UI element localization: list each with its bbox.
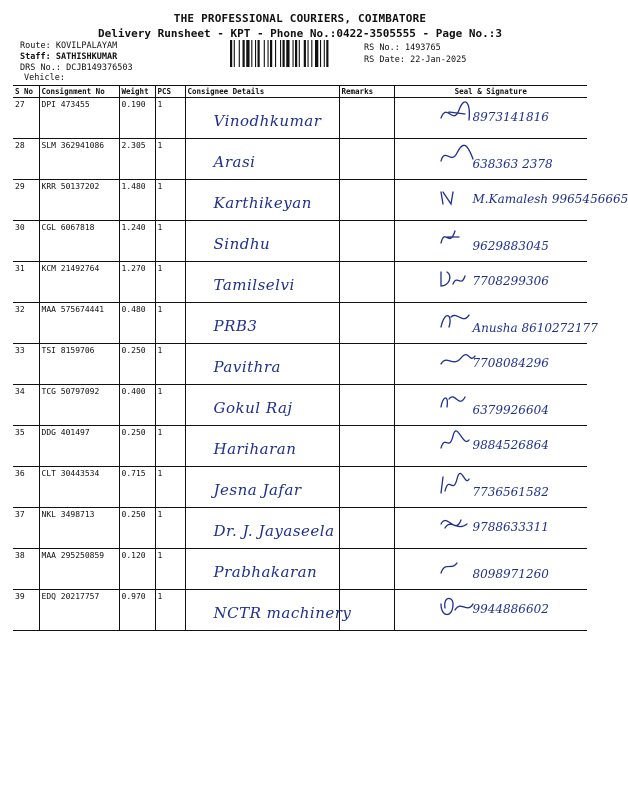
- consignee-handwriting: Dr. J. Jayaseela: [213, 522, 335, 540]
- table-row: [13, 549, 587, 590]
- runsheet-table: [13, 85, 628, 631]
- table-row: [13, 262, 587, 303]
- cell-weight: 0.970: [119, 590, 155, 631]
- cell-signature: [394, 98, 587, 139]
- cell-consignee: [185, 221, 339, 262]
- signature-scribble: [439, 182, 479, 212]
- consignee-handwriting: Tamilselvi: [213, 276, 295, 294]
- consignee-handwriting: Pavithra: [213, 358, 281, 376]
- cell-weight: 0.250: [119, 344, 155, 385]
- cell-weight: 1.240: [119, 221, 155, 262]
- cell-consignment: TCG 50797092: [39, 385, 119, 426]
- cell-remarks: [339, 508, 394, 549]
- cell-weight: 0.400: [119, 385, 155, 426]
- cell-consignee: [185, 98, 339, 139]
- cell-weight: 0.190: [119, 98, 155, 139]
- cell-consignment: SLM 362941086: [39, 139, 119, 180]
- table-row: [13, 221, 587, 262]
- cell-weight: 0.250: [119, 508, 155, 549]
- signature-scribble: [439, 305, 479, 335]
- table-row: [13, 508, 587, 549]
- col-seal-header: Seal & Signature: [394, 86, 587, 98]
- cell-remarks: [339, 467, 394, 508]
- table-row: [13, 467, 587, 508]
- cell-signature: [394, 221, 587, 262]
- signature-scribble: [439, 264, 479, 294]
- cell-sno: 31: [13, 262, 39, 303]
- rs-no-line: [364, 42, 466, 54]
- cell-signature: [394, 344, 587, 385]
- signature-scribble: [439, 469, 479, 499]
- consignee-handwriting: Jesna Jafar: [213, 481, 302, 499]
- cell-remarks: [339, 344, 394, 385]
- table-row: [13, 180, 587, 221]
- signature-scribble: [439, 551, 479, 581]
- cell-pcs: 1: [155, 98, 185, 139]
- cell-signature: [394, 303, 598, 344]
- signature-phone-handwriting: 8973141816: [472, 110, 549, 124]
- col-pcs-header: PCS: [155, 86, 185, 98]
- cell-remarks: [339, 385, 394, 426]
- cell-consignee: [185, 139, 339, 180]
- cell-consignment: CGL 6067818: [39, 221, 119, 262]
- route-label: Route:: [20, 41, 51, 51]
- cell-remarks: [339, 180, 394, 221]
- cell-sno: 35: [13, 426, 39, 467]
- cell-pcs: 1: [155, 262, 185, 303]
- cell-consignee: [185, 549, 339, 590]
- cell-remarks: [339, 590, 394, 631]
- cell-consignee: [185, 508, 339, 549]
- cell-pcs: 1: [155, 508, 185, 549]
- rs-date-label: RS Date:: [364, 55, 405, 65]
- cell-pcs: 1: [155, 549, 185, 590]
- signature-scribble: [439, 223, 479, 253]
- signature-phone-handwriting: 9629883045: [472, 239, 549, 253]
- staff-label: Staff:: [20, 52, 51, 62]
- cell-signature: [394, 590, 587, 631]
- cell-pcs: 1: [155, 303, 185, 344]
- cell-consignment: CLT 30443534: [39, 467, 119, 508]
- cell-consignment: MAA 575674441: [39, 303, 119, 344]
- rs-date-value: 22-Jan-2025: [410, 55, 467, 65]
- rs-no-label: RS No.:: [364, 43, 400, 53]
- drs-label: DRS No.:: [20, 63, 61, 73]
- signature-phone-handwriting: 8098971260: [472, 567, 549, 581]
- consignee-handwriting: Karthikeyan: [213, 194, 312, 212]
- barcode-image: [230, 40, 355, 67]
- drs-value: DCJB149376503: [66, 63, 133, 73]
- cell-pcs: 1: [155, 221, 185, 262]
- cell-sno: 37: [13, 508, 39, 549]
- cell-sno: 38: [13, 549, 39, 590]
- signature-phone-handwriting: Anusha 8610272177: [472, 321, 598, 335]
- signature-phone-handwriting: 7708084296: [472, 356, 549, 370]
- signature-scribble: [439, 141, 479, 171]
- cell-remarks: [339, 139, 394, 180]
- signature-phone-handwriting: 6379926604: [472, 403, 549, 417]
- table-body: [13, 98, 628, 631]
- cell-sno: 36: [13, 467, 39, 508]
- cell-signature: [394, 180, 628, 221]
- table-row: [13, 344, 587, 385]
- signature-scribble: [439, 387, 479, 417]
- cell-pcs: 1: [155, 467, 185, 508]
- signature-phone-handwriting: 638363 2378: [472, 157, 553, 171]
- company-title: THE PROFESSIONAL COURIERS, COIMBATORE: [173, 12, 427, 25]
- consignee-handwriting: Gokul Raj: [213, 399, 293, 417]
- signature-scribble: [439, 592, 479, 622]
- cell-weight: 0.480: [119, 303, 155, 344]
- rs-info: [364, 42, 466, 66]
- staff-line: [20, 52, 117, 62]
- cell-weight: 0.715: [119, 467, 155, 508]
- cell-pcs: 1: [155, 180, 185, 221]
- rs-no-value: 1493765: [404, 43, 441, 53]
- cell-consignment: EDQ 20217757: [39, 590, 119, 631]
- signature-scribble: [439, 346, 479, 376]
- cell-weight: 0.250: [119, 426, 155, 467]
- consignee-handwriting: Prabhakaran: [213, 563, 318, 581]
- cell-consignment: TSI 8159706: [39, 344, 119, 385]
- consignee-handwriting: Sindhu: [213, 235, 271, 253]
- cell-consignee: [185, 180, 339, 221]
- cell-signature: [394, 549, 587, 590]
- cell-weight: 1.270: [119, 262, 155, 303]
- cell-consignee: [185, 385, 339, 426]
- cell-pcs: 1: [155, 426, 185, 467]
- cell-consignee: [185, 262, 339, 303]
- cell-remarks: [339, 221, 394, 262]
- consignee-handwriting: Arasi: [213, 153, 256, 171]
- cell-sno: 28: [13, 139, 39, 180]
- cell-consignment: NKL 3498713: [39, 508, 119, 549]
- route-line: [20, 41, 117, 51]
- cell-consignee: [185, 344, 339, 385]
- cell-remarks: [339, 303, 394, 344]
- cell-pcs: 1: [155, 385, 185, 426]
- table-row: [13, 139, 587, 180]
- col-consignee-header: Consignee Details: [185, 86, 339, 98]
- cell-weight: 2.305: [119, 139, 155, 180]
- cell-remarks: [339, 262, 394, 303]
- cell-consignee: [185, 303, 339, 344]
- col-weight-header: Weight: [119, 86, 155, 98]
- cell-remarks: [339, 98, 394, 139]
- signature-phone-handwriting: M.Kamalesh 9965456665: [472, 192, 628, 206]
- cell-signature: [394, 139, 587, 180]
- cell-weight: 0.120: [119, 549, 155, 590]
- cell-consignee: [185, 590, 352, 631]
- table-row: [13, 590, 587, 631]
- cell-consignment: KRR 50137202: [39, 180, 119, 221]
- consignee-handwriting: NCTR machinery: [213, 604, 352, 622]
- col-remarks-header: Remarks: [339, 86, 394, 98]
- cell-sno: 32: [13, 303, 39, 344]
- consignee-handwriting: Hariharan: [213, 440, 297, 458]
- cell-consignment: DPI 473455: [39, 98, 119, 139]
- cell-signature: [394, 385, 587, 426]
- cell-weight: 1.480: [119, 180, 155, 221]
- cell-signature: [394, 426, 587, 467]
- cell-remarks: [339, 549, 394, 590]
- cell-signature: [394, 467, 587, 508]
- cell-consignee: [185, 426, 339, 467]
- col-sno-header: S No: [13, 86, 39, 98]
- table-row: [13, 303, 587, 344]
- cell-pcs: 1: [155, 344, 185, 385]
- signature-phone-handwriting: 7736561582: [472, 485, 549, 499]
- cell-remarks: [339, 426, 394, 467]
- consignee-handwriting: Vinodhkumar: [213, 112, 322, 130]
- rs-date-line: [364, 54, 466, 66]
- table-row: [13, 385, 587, 426]
- signature-scribble: [439, 100, 479, 130]
- cell-consignment: KCM 21492764: [39, 262, 119, 303]
- staff-value: SATHISHKUMAR: [55, 52, 118, 62]
- cell-sno: 34: [13, 385, 39, 426]
- vehicle-line: [24, 73, 65, 83]
- cell-sno: 27: [13, 98, 39, 139]
- table-row: [13, 98, 587, 139]
- signature-phone-handwriting: 9944886602: [472, 602, 549, 616]
- signature-phone-handwriting: 9788633311: [472, 520, 549, 534]
- cell-consignment: DDG 401497: [39, 426, 119, 467]
- consignee-handwriting: PRB3: [213, 317, 258, 335]
- cell-pcs: 1: [155, 139, 185, 180]
- cell-sno: 29: [13, 180, 39, 221]
- table-row: [13, 426, 587, 467]
- cell-sno: 33: [13, 344, 39, 385]
- cell-signature: [394, 508, 587, 549]
- table-header-row: [13, 86, 587, 98]
- col-consignment-header: Consignment No: [39, 86, 119, 98]
- cell-consignee: [185, 467, 339, 508]
- cell-sno: 39: [13, 590, 39, 631]
- cell-signature: [394, 262, 587, 303]
- signature-phone-handwriting: 9884526864: [472, 438, 549, 452]
- route-value: KOVILPALAYAM: [55, 41, 118, 51]
- signature-phone-handwriting: 7708299306: [472, 274, 549, 288]
- cell-consignment: MAA 295250859: [39, 549, 119, 590]
- runsheet-subtitle: Delivery Runsheet - KPT - Phone No.:0422-3505555 - Page No.:3: [98, 27, 502, 40]
- signature-scribble: [439, 510, 479, 540]
- cell-sno: 30: [13, 221, 39, 262]
- signature-scribble: [439, 428, 479, 458]
- drs-line: [20, 63, 133, 73]
- vehicle-label: Vehicle:: [24, 73, 65, 83]
- cell-pcs: 1: [155, 590, 185, 631]
